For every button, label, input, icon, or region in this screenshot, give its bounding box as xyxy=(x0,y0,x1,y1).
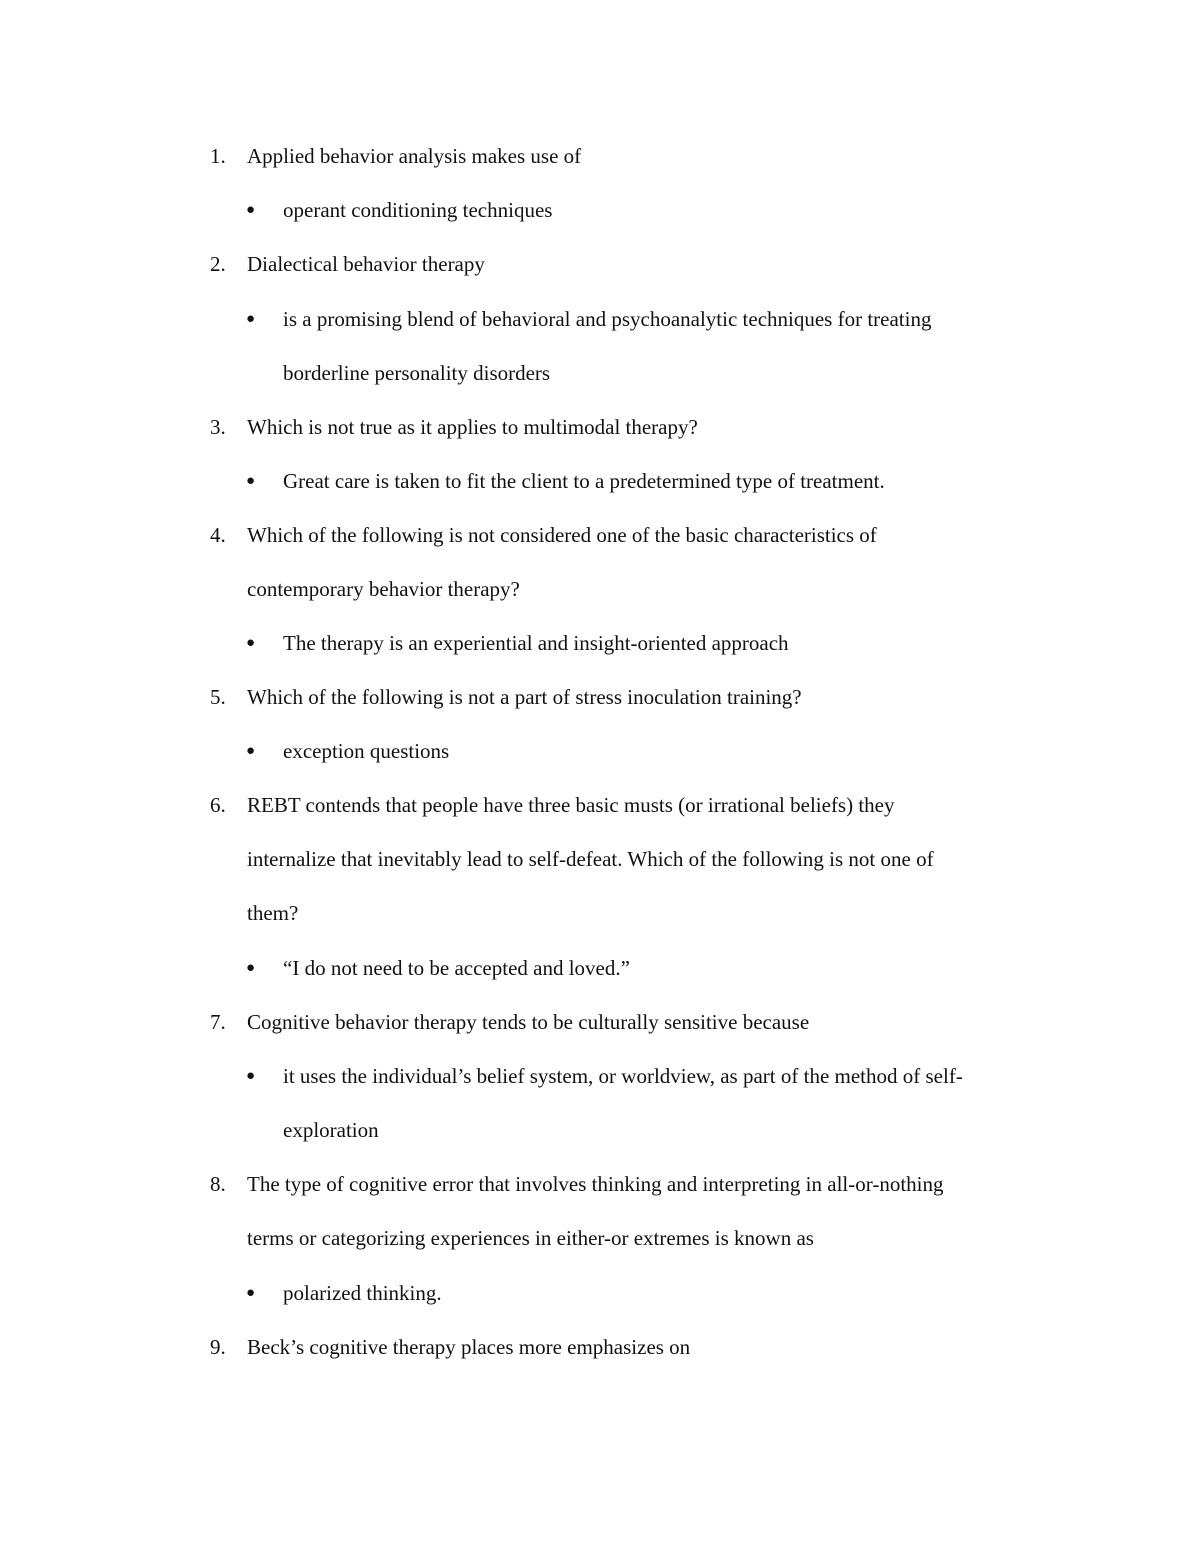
answer-text: “I do not need to be accepted and loved.” xyxy=(283,956,630,980)
question-text: The type of cognitive error that involves thinking and interpreting in all-or-nothing xyxy=(247,1172,944,1196)
question-text: internalize that inevitably lead to self-defeat. Which of the following is not one of xyxy=(247,847,934,871)
bullet-icon: ● xyxy=(246,743,256,759)
question-number: 1. xyxy=(210,144,226,168)
answer-text: is a promising blend of behavioral and psychoanalytic techniques for treating xyxy=(283,307,932,331)
bullet-icon: ● xyxy=(246,1285,256,1301)
question-text: terms or categorizing experiences in either-or extremes is known as xyxy=(247,1226,814,1250)
bullet-icon: ● xyxy=(246,202,256,218)
answer-text: it uses the individual’s belief system, or worldview, as part of the method of self- xyxy=(283,1064,963,1088)
question-number: 4. xyxy=(210,523,226,547)
question-text: Dialectical behavior therapy xyxy=(247,252,485,276)
answer-text: operant conditioning techniques xyxy=(283,198,553,222)
answer-text: Great care is taken to fit the client to a predetermined type of treatment. xyxy=(283,469,885,493)
question-number: 8. xyxy=(210,1172,226,1196)
answer-text: polarized thinking. xyxy=(283,1281,442,1305)
question-text: REBT contends that people have three basic musts (or irrational beliefs) they xyxy=(247,793,895,817)
question-text: Which is not true as it applies to multimodal therapy? xyxy=(247,415,698,439)
answer-text: exploration xyxy=(283,1118,379,1142)
bullet-icon: ● xyxy=(246,1068,256,1084)
question-text: them? xyxy=(247,901,299,925)
question-number: 2. xyxy=(210,252,226,276)
question-number: 7. xyxy=(210,1010,226,1034)
bullet-icon: ● xyxy=(246,311,256,327)
bullet-icon: ● xyxy=(246,473,256,489)
question-text: Applied behavior analysis makes use of xyxy=(247,144,582,168)
question-text: Which of the following is not considered one of the basic characteristics of xyxy=(247,523,877,547)
question-number: 3. xyxy=(210,415,226,439)
answer-text: exception questions xyxy=(283,739,450,763)
bullet-icon: ● xyxy=(246,960,256,976)
bullet-icon: ● xyxy=(246,635,256,651)
question-text: Cognitive behavior therapy tends to be culturally sensitive because xyxy=(247,1010,810,1034)
question-text: Which of the following is not a part of stress inoculation training? xyxy=(247,685,802,709)
question-number: 6. xyxy=(210,793,226,817)
answer-text: borderline personality disorders xyxy=(283,361,551,385)
question-text: Beck’s cognitive therapy places more emphasizes on xyxy=(247,1335,691,1359)
question-number: 9. xyxy=(210,1335,226,1359)
answer-text: The therapy is an experiential and insight-oriented approach xyxy=(283,631,789,655)
question-number: 5. xyxy=(210,685,226,709)
question-text: contemporary behavior therapy? xyxy=(247,577,520,601)
